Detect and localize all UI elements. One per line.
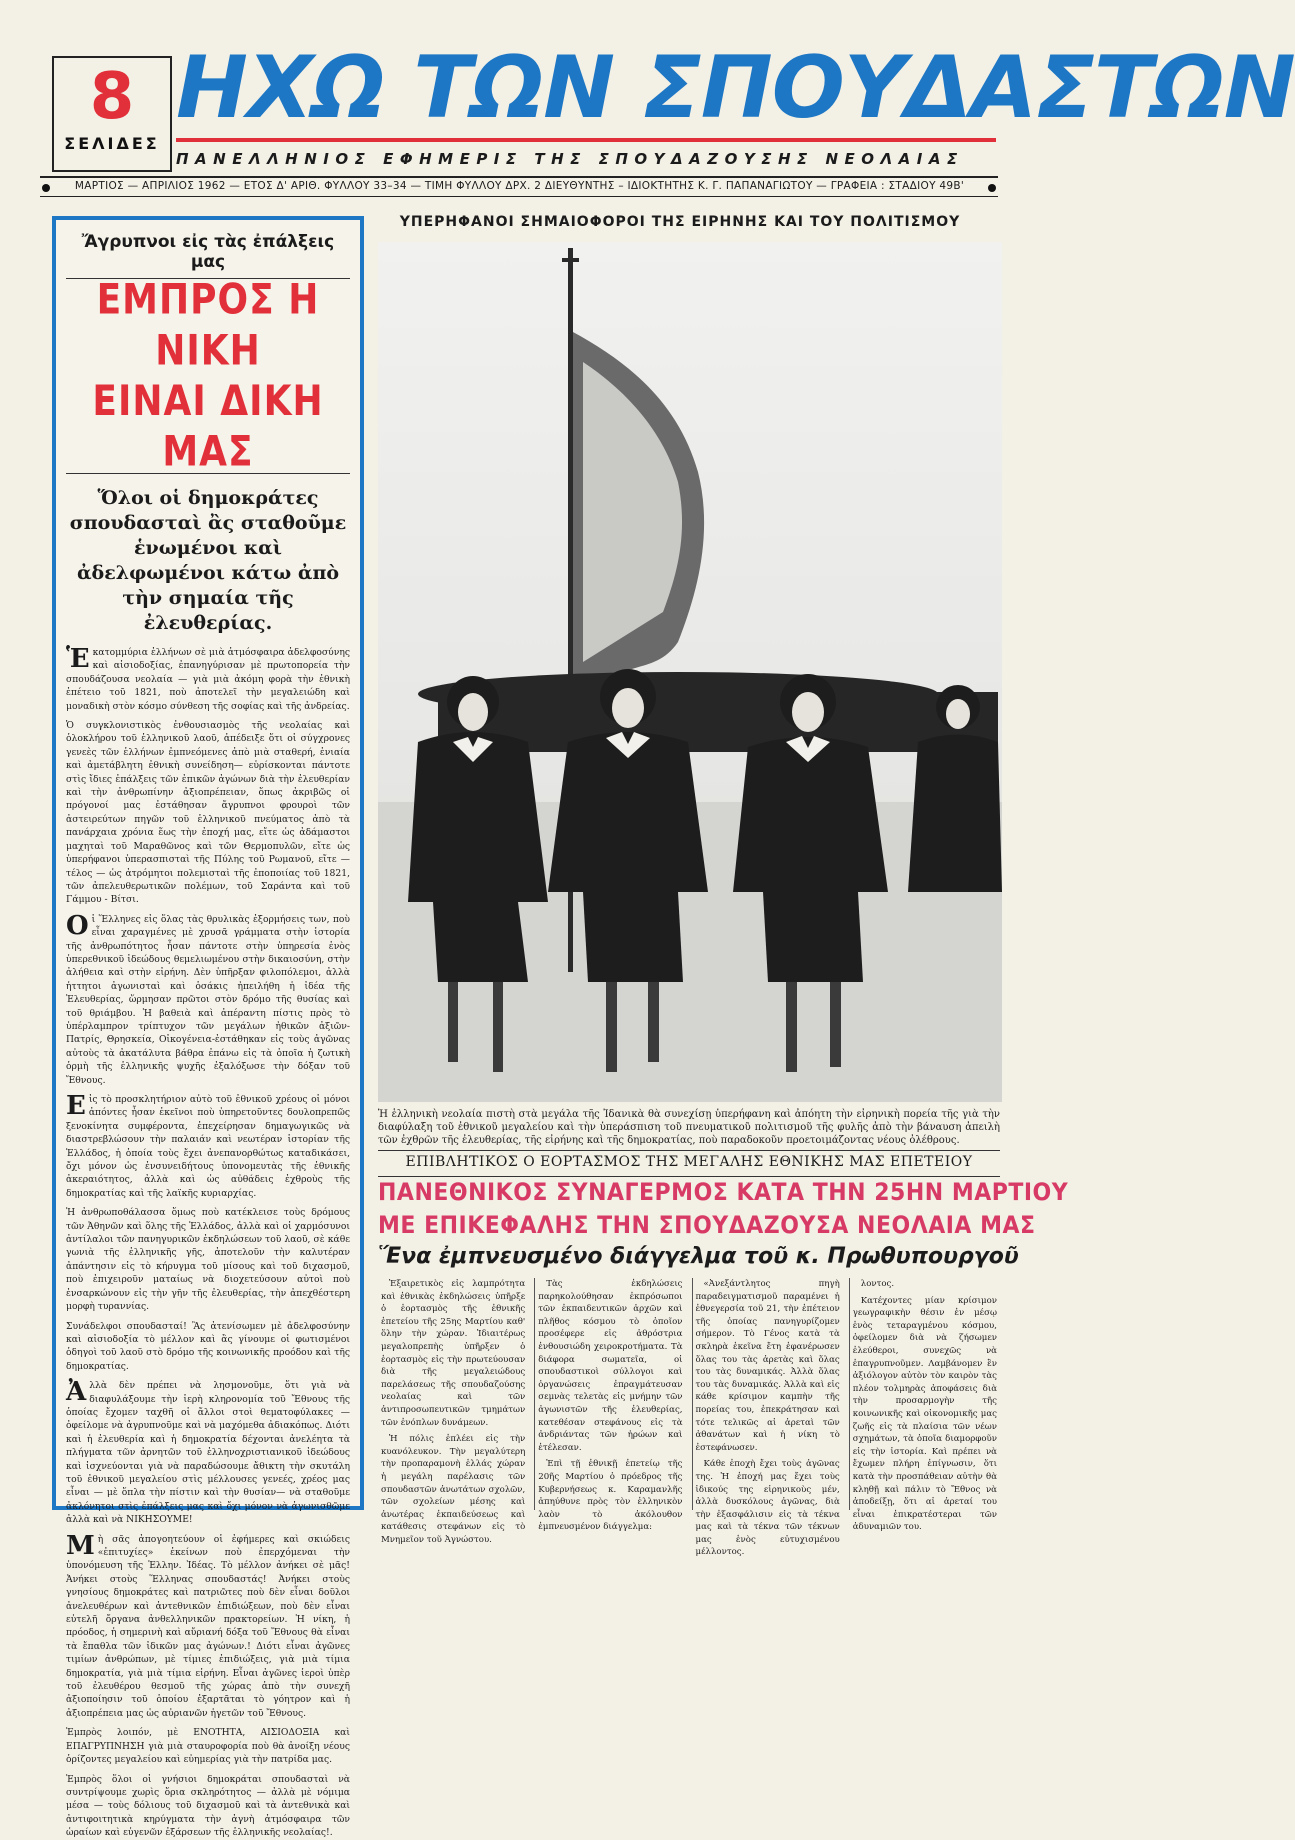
newspaper-subtitle: ΠΑΝΕΛΛΗΝΙΟΣ ΕΦΗΜΕΡΙΣ ΤΗΣ ΣΠΟΥΔΑΖΟΥΣΗΣ ΝΕΟΛΑΙΑΣ	[176, 150, 964, 168]
lead-article-kicker: Ἄγρυπνοι εἰς τὰς ἐπάλξεις μας	[81, 232, 335, 272]
text-column	[692, 1278, 843, 1558]
paragraph: Ἑκατομμύρια ἑλλήνων σὲ μιὰ ἀτμόσφαιρα ἀδελφοσύνης καὶ αἰσιοδοξίας, ἐπανηγύρισαν μὲ πρωτοπορεία τὴν σπουδάζουσα νεολαία — γιὰ μιὰ ἀκόμη φορὰ τὴν ἐθνικὴ ἐπέτειο τοῦ 1821, ποὺ ἀποτελεῖ τὴν μεγαλειώδη καὶ μοναδικὴ στὸν κόσμο σύνθεση τῆς σοφίας καὶ τῆς ἀνδρείας.	[66, 644, 350, 712]
paragraph: Ἀλλὰ δὲν πρέπει νὰ λησμονοῦμε, ὅτι γιὰ νὰ διαφυλάξουμε τὴν ἱερὴ κληρονομία τοῦ Ἔθνους τῆς ὁποίας ἔχομεν ταχθῆ οἱ ἄλλοι στοὶ θεματοφύλακες — ὀφείλομε νὰ ἀγρυπνοῦμε καὶ νὰ μαχόμεθα ἀδιακόπως. Διότι καὶ ἡ ἐλευθερία καὶ ἡ δημοκρατία δέχονται ἀνελέητα τὰ πλήγματα τῶν ἀρνητῶν τοῦ ἑλληνοχριστιανικοῦ ἰδεώδους καὶ ἰσχνεύονται γιὰ νὰ παραδώσουμε ἄθικτη τὴν σκυτάλη τοῦ ἐθνικοῦ μεγαλείου στὶς μέλλουσες γενεές, χρέος μας εἶναι — μὲ ὅπλα τὴν πίστιν καὶ τὴν θυσίαν— νὰ σταθοῦμε ἀκλόνητοι στὶς ἐπάλξεις μας καὶ ὄχι μόνον νὰ ἀγωνισθῶμε ἀλλὰ καὶ νὰ ΝΙΚΗΣΟΥΜΕ!	[66, 1377, 350, 1526]
page-count-label: ΣΕΛΙΔΕΣ	[64, 134, 160, 153]
dateline-rule-bottom	[40, 196, 998, 197]
lead-article	[52, 216, 364, 1839]
dateline-bullet-right	[988, 184, 996, 192]
dateline-rule-top	[40, 176, 998, 178]
paragraph: «Ἀνεξάντλητος πηγὴ παραδειγματισμοῦ παραμένει ἡ ἐθνεγερσία τοῦ 21, τὴν ἐπέτειον τῆς ὁποίας πανηγυρίζομεν σήμερον. Τὸ Γένος κατὰ τὰ σκληρὰ ἐκεῖνα ἔτη ἐφανέρωσεν ὅλας του τὰς ἀρετὰς καὶ ὅλας του τὰς δυναμικάς. Ἀλλὰ ὅλας του τὰς δυναμικάς. Ἀλλὰ καὶ εἰς κάθε κρίσιμον καμπὴν τῆς πορείας του, ἐπεκράτησαν καὶ τότε τελικῶς αἱ ἀρεταὶ τῶν ἀθανάτων καὶ ἡ νίκη τὸ ἐστεφάνωσεν.	[695, 1279, 840, 1453]
paragraph: Ἡ ἀνθρωποθάλασσα ὅμως ποὺ κατέκλεισε τοὺς δρόμους τῶν Ἀθηνῶν καὶ ὅλης τῆς Ἑλλάδος, ἀλλὰ καὶ οἱ χαρμόσυνοι ἀντίλαλοι τῶν πανηγυρικῶν ἐκδηλώσεων τοῦ λαοῦ, σὲ κάθε γωνιὰ τῆς ἑλληνικῆς γῆς, ἀποτελοῦν τὴν καλυτέραν ἀπάντησιν εἰς τὸ κήρυγμα τοῦ μίσους καὶ τοῦ διχασμοῦ, ποὺ ἐπιχειροῦν ματαίως νὰ διοχετεύσουν αὐτοὶ ποὺ ἐνσαρκώνουν εἰς τὴν γῆν τῆς ἐλευθερίας, τὴν ἀπεχθέστερη μορφὴ τυραννίας.	[66, 1207, 350, 1313]
photo-heading: ΥΠΕΡΗΦΑΝΟΙ ΣΗΜΑΙΟΦΟΡΟΙ ΤΗΣ ΕΙΡΗΝΗΣ ΚΑΙ ΤΟΥ ΠΟΛΙΤΙΣΜΟΥ	[399, 214, 961, 230]
paragraph: λοντος.	[860, 1279, 895, 1289]
paragraph: Ἐξαιρετικὸς εἰς λαμπρότητα καὶ ἐθνικὰς ἐκδηλώσεις ὑπῆρξε ὁ ἑορτασμὸς τῆς ἐθνικῆς ἐπετείου τῆς 25ης Μαρτίου καθ' ὅλην τὴν χώραν. Ἰδιαιτέρως μεγαλοπρεπὴς ὑπῆρξεν ὁ ἑορτασμὸς εἰς τὴν πρωτεύουσαν διὰ τῆς μεγαλειώδους παρελάσεως τῆς σπουδαζούσης νεολαίας καὶ τῶν ἀντιπροσωπευτικῶν τμημάτων τῶν ἐνόπλων δυνάμεων.	[381, 1279, 526, 1428]
second-headline-line-2: ΜΕ ΕΠΙΚΕΦΑΛΗΣ ΤΗΝ ΣΠΟΥΔΑΖΟΥΣΑ ΝΕΟΛΑΙΑ ΜΑΣ	[378, 1212, 1036, 1240]
title-underline	[176, 138, 996, 142]
paragraph: Εἰς τὸ προσκλητήριον αὐτὸ τοῦ ἐθνικοῦ χρέους οἱ μόνοι ἀπόντες ἦσαν ἐκεῖνοι ποὺ ὑπηρετοῦντες δουλοπρεπῶς ξενοκίνητα συμφέροντα, ἐπεχείρησαν δημαγωγικῶς νὰ διαστρεβλώσουν τὴν παλαιάν καὶ νεωτέραν ἱστορίαν τῆς Ἑλλάδος, ἡ ὁποία τοὺς ἔχει ἀνεπανορθώτως καταδικάσει, ὄχι μόνον ὡς ἐνσυνειδήτους ὑπονομευτὰς τῆς ἐθνικῆς ἀκεραιότητος, ἀλλὰ καὶ ὡς αὐθάδεις ἐχθροὺς τῆς δημοκρατίας καὶ τῆς λαϊκῆς κυριαρχίας.	[66, 1091, 350, 1199]
page-count-box	[52, 56, 172, 172]
second-headline-line-1: ΠΑΝΕΘΝΙΚΟΣ ΣΥΝΑΓΕΡΜΟΣ ΚΑΤΑ ΤΗΝ 25ΗΝ ΜΑΡΤΙΟΥ	[378, 1179, 1069, 1207]
lead-article-subhead: Ὅλοι οἱ δημοκράτες σπουδασταὶ ἂς σταθοῦμε ἑνωμένοι καὶ ἀδελφωμένοι κάτω ἀπὸ τὴν σημαία τῆς ἐλευθερίας.	[69, 487, 347, 634]
text-column	[378, 1278, 528, 1545]
lead-headline-line-2: ΕΙΝΑΙ ΔΙΚΗ ΜΑΣ	[92, 378, 324, 476]
paragraph: Οἱ Ἕλληνες εἰς ὅλας τὰς θρυλικὰς ἐξορμήσεις των, ποὺ εἶναι χαραγμένες μὲ χρυσᾶ γράμματα στὴν ἱστορία τῆς ἀνθρωπότητος ἦσαν πάντοτε στὴν ὑπηρεσία ἑνὸς ὑπερεθνικοῦ ἰδεώδους θεμελιωμένου στὴν δικαιοσύνη, στὴν ἀλήθεια καὶ στὴν εἰρήνη. Δὲν ὑπῆρξαν φιλοπόλεμοι, ἀλλὰ ἡττητοι ἀγωνισταὶ καὶ ὁσάκις ἠπειλήθη ἡ ἰδέα τῆς Ἐλευθερίας, ὥρμησαν πρῶτοι στὸν δρόμο τῆς θυσίας καὶ τοῦ θριάμβου. Ἡ βαθειὰ καὶ ἀπέραντη πίστις πρὸς τὸ ὑπέρλαμπρον τρίπτυχον τῶν μεγάλων ἠθικῶν ἀξιῶν-Πατρίς, Θρησκεία, Οἰκογένεια-ἐστάθηκαν εἰς τοὺς ἀγῶνας αὐτοὺς τὰ ἀκατάλυτα βάθρα ἐπάνω εἰς τὰ ὁποῖα ἡ ζωτικὴ ὁρμὴ τῆς ἑλληνικῆς ψυχῆς ἐξαλόξωσε τὴν δόξαν τοῦ Ἔθνους.	[66, 910, 350, 1086]
paragraph: Ἡ πόλις ἐπλέει εἰς τὴν κυανόλευκον. Τὴν μεγαλύτερη τὴν προπαραμονὴ ἑλλάς χώραν ἡ μεγάλη παρέλασις τῶν σπουδαστῶν ἀνωτάτων σχολῶν, τῶν σχολείων μέσης καὶ ἀνωτέρας ἐκπαιδεύσεως καὶ κατάθεσις στεφάνων εἰς τὸ Μνημεῖον τοῦ Ἀγνώστου.	[381, 1434, 526, 1545]
paragraph: Ὁ συγκλονιστικὸς ἐνθουσιασμὸς τῆς νεολαίας καὶ ὁλοκλήρου τοῦ ἑλληνικοῦ λαοῦ, ἀπέδειξε ὅτι οἱ σύγχρονες γενεὲς τῶν ἑλλήνων ἐμπνεόμενες ἀπὸ μιὰ σταθερή, ἑνιαία καὶ ἀμετάβλητη ἐθνικὴ συνείδηση— εὑρίσκονται πάντοτε στὶς ἴδιες ἐπάλξεις τῶν ἐπικῶν ἀγώνων διὰ τὴν ἐλευθερίαν καὶ τὴν ἀνθρωπίνην ἀξιοπρέπειαν, ὅπως ἀκριβῶς οἱ πρόγονοί μας ἐστάθησαν ἄγρυπνοι φρουροὶ τῶν ἀστειρεύτων πηγῶν τοῦ ἑλληνικοῦ πνεύματος ἀπὸ τὰ πανάρχαια χρόνια ἕως τὴν ἐποχή μας, εἴτε ὡς ἀδάμαστοι μαχηταὶ τοῦ Μαραθῶνος καὶ τῶν Θερμοπυλῶν, εἴτε ὡς ὑπερήφανοι ὑπερασπισταὶ τῆς Πύλης τοῦ Ρωμανοῦ, εἴτε — τέλος — ὡς ἀτρόμητοι πολεμισταὶ τῆς ἐποποιίας τοῦ 1821, τῶν ἀπελευθερωτικῶν πολέμων, τοῦ Σαράντα καὶ τοῦ Γάμμου - Βίτσι.	[66, 720, 350, 906]
parade-photo-illustration	[378, 242, 1002, 1102]
paragraph: Ἐπὶ τῇ ἐθνικῇ ἐπετείῳ τῆς 20ῆς Μαρτίου ὁ πρόεδρος τῆς Κυβερνήσεως κ. Καραμανλῆς ἀπηύθυνε πρὸς τὸν ἑλληνικὸν λαὸν τὸ ἀκόλουθον ἐμπνευσμένον διάγγελμα:	[538, 1459, 683, 1533]
text-column	[849, 1278, 1000, 1533]
text-column	[534, 1278, 685, 1533]
lead-headline-line-1: ΕΜΠΡΟΣ Η ΝΙΚΗ	[96, 276, 320, 375]
second-article-kicker: ΕΠΙΒΛΗΤΙΚΟΣ Ο ΕΟΡΤΑΣΜΟΣ ΤΗΣ ΜΕΓΑΛΗΣ ΕΘΝΙΚΗΣ ΜΑΣ ΕΠΕΤΕΙΟΥ	[405, 1154, 973, 1170]
paragraph: Ἐμπρὸς λοιπόν, μὲ ΕΝΟΤΗΤΑ, ΑΙΣΙΟΔΟΞΙΑ καὶ ΕΠΑΓΡΥΠΝΗΣΗ γιὰ μιὰ σταυροφορία ποὺ θὰ ἀνοίξη νέους ὁρίζοντες μεγαλείου καὶ εὐημερίας γιὰ τὴν πατρίδα μας.	[66, 1727, 350, 1766]
paragraph: Κατέχοντες μίαν κρίσιμον γεωγραφικὴν θέσιν ἐν μέσῳ ἑνὸς τεταραγμένου κόσμου, ὀφείλομεν διὰ νὰ ζήσωμεν ἐλεύθεροι, συνεχῶς νὰ ἐπαγρυπνοῦμεν. Λαμβάνομεν ἓν ἀξιόλογον αὐτὸν τὸν καιρὸν τὰς πλέον τολμηρὰς ἀποφάσεις διὰ τὴν προσαρμογὴν τῆς κοινωνικῆς καὶ οἰκονομικῆς μας ζωῆς εἰς τὰ πλαίσια τῶν νέων σχημάτων, τὰ ὁποῖα διαμορφοῦν εἰς τὴν ἱστορία. Καὶ πρέπει νὰ ἔχωμεν πλήρη ἐπίγνωσιν, ὅτι κατὰ τὴν προσπάθειαν αὐτὴν θὰ κληθῇ καὶ πάλιν τὸ Ἔθνος νὰ ἀποδείξῃ, ὅτι αἱ ἀρεταί του εἶναι ἐπικρατέστεραι τῶν ἀδυναμιῶν του.	[852, 1295, 997, 1533]
second-article-headline	[378, 1177, 1069, 1243]
second-article-subhead: Ἕνα ἐμπνευσμένο διάγγελμα τοῦ κ. Πρωθυπουργοῦ	[378, 1244, 1019, 1269]
parade-photo	[378, 242, 1002, 1102]
paragraph: Τὰς ἐκδηλώσεις παρηκολούθησαν ἐκπρόσωποι τῶν ἐκπαιδευτικῶν ἀρχῶν καὶ πλῆθος κόσμου τὸ ὁποῖον προσέφερε εἰς ἀθρόστρια ἐνθουσιώδη χειροκροτήματα. Τὰ διάφορα σωματεῖα, οἱ σπουδαστικοὶ σύλλογοι καὶ ὀργανώσεις ἐπραγμάτευσαν σεμνὰς τελετὰς εἰς μνήμην τῶν ἀγωνιστῶν τῆς ἐλευθερίας, κατεθέσαν στεφάνους εἰς τὰ ἀνδριάντας τῶν ἡρώων καὶ ἐτέλεσαν.	[538, 1279, 683, 1453]
dateline-bullet-left	[42, 184, 50, 192]
lead-article-headline	[66, 276, 350, 478]
paragraph: Ἐμπρὸς ὅλοι οἱ γνήσιοι δημοκράται σπουδασταὶ νὰ συντρίψουμε χωρὶς ὅρια σκληρότητος — ἀλλὰ μὲ νόμιμα μέσα — τοὺς δόλιους τοῦ διχασμοῦ καὶ τὰ ἀντεθνικὰ καὶ ἀντιφοιτητικὰ κηρύγματα τὴν ἁγνὴ ἀτμόσφαιρα τῶν ὡραίων καὶ εὐγενῶν ἐξάρσεων τῆς ἑλληνικῆς νεολαίας!.	[66, 1773, 350, 1839]
dateline: ΜΑΡΤΙΟΣ — ΑΠΡΙΛΙΟΣ 1962 — ΕΤΟΣ Δ' ΑΡΙΘ. ΦΥΛΛΟΥ 33–34 — ΤΙΜΗ ΦΥΛΛΟΥ ΔΡΧ. 2 ΔΙΕΥΘΥΝΤΗΣ – ΙΔΙΟΚΤΗΤΗΣ Κ. Γ. ΠΑΠΑΝΑΓΙΩΤΟΥ — ΓΡΑΦΕΙΑ : ΣΤΑΔΙΟΥ 49Β'	[74, 180, 965, 192]
second-article-columns	[378, 1278, 1000, 1558]
newspaper-title: ΗΧΩ ΤΩΝ ΣΠΟΥΔΑΣΤΩΝ	[176, 38, 1295, 138]
divider	[378, 1150, 1000, 1151]
page-count-number: 8	[89, 60, 135, 134]
paragraph: Μὴ σᾶς ἀπογοητεύουν οἱ ἐφήμερες καὶ σκιώδεις «ἐπιτυχίες» ἐκείνων ποὺ ἐπερχόμεναι τὴν ὑπονόμευση τῆς Ἑλλην. Ἰδέας. Τὸ μέλλον ἀνήκει σὲ μᾶς! Ἀνήκει στοὺς Ἕλληνας σπουδαστάς! Ἀνήκει στοὺς γνησίους δημοκράτες καὶ πατριῶτες ποὺ δὲν εἶναι δοῦλοι ἀνελευθέρων καὶ ἀντεθνικῶν ἐπιδιώξεων, ποὺ δὲν εἶναι εὐτελῆ ὄργανα ἀνθελληνικῶν πρακτορείων. Ἡ νίκη, ἡ πρόοδος, ἡ σημερινὴ καὶ αὔριανή δόξα τοῦ Ἔθνους θὰ εἶναι τὰ ἔπαθλα τῶν ἰδικῶν μας ἀγώνων.! Διότι εἶναι ἀγῶνες τιμίων ἀνθρώπων, μὲ τίμιες ἐπιδιώξεις, γιὰ μιὰ τίμια δημοκρατία, γιὰ μιὰ τίμια εἰρήνη. Εἶναι ἀγῶνες ἱεροὶ ὑπὲρ τοῦ ἐλευθέρου θεσμοῦ τῆς χώρας ἀπὸ τὴν συνεχῆ ἀξιοποίησιν τοῦ ὁποίου ἐξαρτᾶται τὸ γόητρον καὶ ἡ ἀξιοπρέπεια μας ὡς αὐριανῶν ἡγετῶν τοῦ Ἔθνους.	[66, 1530, 350, 1719]
photo-caption: Ἡ ἑλληνικὴ νεολαία πιστὴ στὰ μεγάλα τῆς Ἰδανικὰ θὰ συνεχίσῃ ὑπερήφανη καὶ ἀπόητη τὴν εἰρηνικὴ πορεία τῆς γιὰ τὴν διαφύλαξη τοῦ ἐθνικοῦ μεγαλείου καὶ τὴν ὑπεράσπιση τοῦ πνευματικοῦ πολιτισμοῦ τῆς φυλῆς ἀπὸ τὴν βάναυση ἀπειλὴ τῶν ἐχθρῶν τῆς ἐλευθερίας, τῆς εἰρήνης καὶ τῆς δημοκρατίας, ποὺ παραδοκοῦν προετοιμάζοντας νέους ὀλέθρους.	[378, 1109, 1000, 1146]
paragraph: Συνάδελφοι σπουδασταί! Ἂς ἀτενίσωμεν μὲ ἀδελφοσύνην καὶ αἰσιοδοξία τὸ μέλλον καὶ ἂς γίνουμε οἱ φωτισμένοι ὁδηγοὶ τοῦ λαοῦ στὸ δρόμο τῆς κοινωνικῆς προόδου καὶ τῆς δημοκρατίας.	[66, 1320, 350, 1372]
paragraph: Κάθε ἐποχὴ ἔχει τοὺς ἀγῶνας της. Ἡ ἐποχή μας ἔχει τοὺς ἰδικούς της εἰρηνικοὺς μέν, ἀλλὰ δυσκόλους ἀγῶνας, διὰ τὴν ἐξασφάλισιν εἰς τὰ τέκνα μας καὶ τὰ τέκνα τῶν τέκνων μας ἑνὸς εὐτυχισμένου μέλλοντος.	[695, 1459, 840, 1558]
